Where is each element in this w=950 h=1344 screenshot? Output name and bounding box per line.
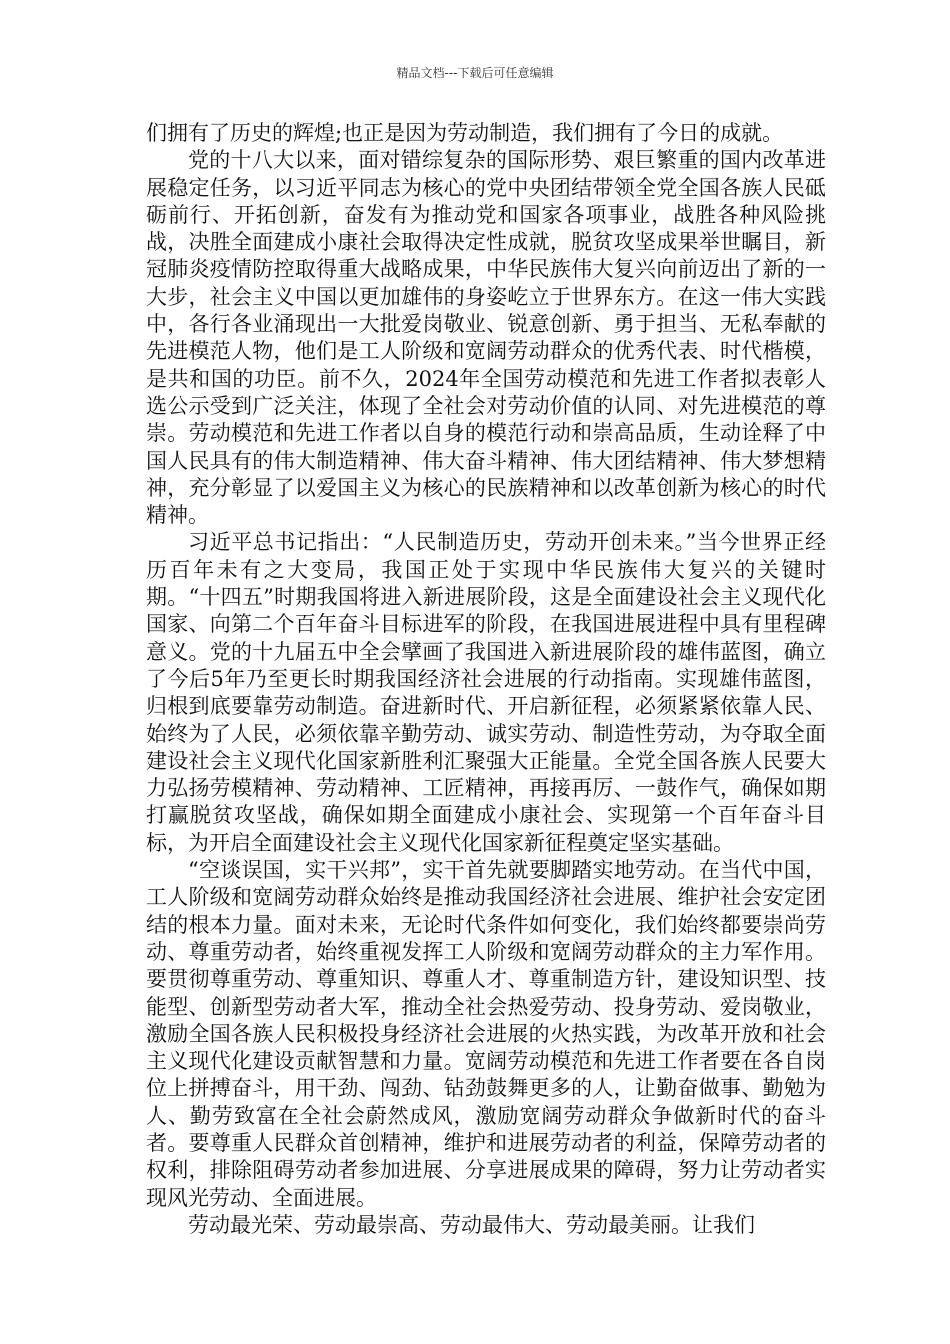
document-body xyxy=(146,120,826,1239)
paragraph-party-congress: 党的十八大以来，面对错综复杂的国际形势、艰巨繁重的国内改革进展稳定任务，以习近平同志为核心的党中央团结带领全党全国各族人民砥砺前行、开拓创新，奋发有为推动党和国家各项事业，战胜各种风险挑战，决胜全面建成小康社会取得决定性成就，脱贫攻坚成果举世瞩目，新冠肺炎疫情防控取得重大战略成果，中华民族伟大复兴向前迈出了新的一大步，社会主义中国以更加雄伟的身姿屹立于世界东方。在这一伟大实践中，各行各业涌现出一大批爱岗敬业、锐意创新、勇于担当、无私奉献的先进模范人物，他们是工人阶级和宽阔劳动群众的优秀代表、时代楷模，是共和国的功臣。前不久，2024年全国劳动模范和先进工作者拟表彰人选公示受到广泛关注，体现了全社会对劳动价值的认同、对先进模范的尊崇。劳动模范和先进工作者以自身的模范行动和崇高品质，生动诠释了中国人民具有的伟大制造精神、伟大奋斗精神、伟大团结精神、伟大梦想精神，充分彰显了以爱国主义为核心的民族精神和以改革创新为核心的时代精神。 xyxy=(146,148,826,528)
page-header: 精品文档---下载后可任意编辑 xyxy=(396,66,554,80)
paragraph-labor-glory: 劳动最光荣、劳动最崇高、劳动最伟大、劳动最美丽。让我们 xyxy=(188,1212,755,1237)
paragraph-hard-work: “空谈误国，实干兴邦”，实干首先就要脚踏实地劳动。在当代中国，工人阶级和宽阔劳动群众始终是推动我国经济社会进展、维护社会安定团结的根本力量。面对未来，无论时代条件如何变化，我们始终都要崇尚劳动、尊重劳动者，始终重视发挥工人阶级和宽阔劳动群众的主力军作用。要贯彻尊重劳动、尊重知识、尊重人才、尊重制造方针，建设知识型、技能型、创新型劳动者大军，推动全社会热爱劳动、投身劳动、爱岗敬业，激励全国各族人民积极投身经济社会进展的火热实践，为改革开放和社会主义现代化建设贡献智慧和力量。宽阔劳动模范和先进工作者要在各自岗位上拼搏奋斗，用干劲、闯劲、钻劲鼓舞更多的人，让勤奋做事、勤勉为人、勤劳致富在全社会蔚然成风，激励宽阔劳动群众争做新时代的奋斗者。要尊重人民群众首创精神，维护和进展劳动者的利益，保障劳动者的权利，排除阻碍劳动者参加进展、分享进展成果的障碍，努力让劳动者实现风光劳动、全面进展。 xyxy=(146,858,826,1210)
paragraph-continuation: 们拥有了历史的辉煌;也正是因为劳动制造，我们拥有了今日的成就。 xyxy=(146,121,784,145)
paragraph-xi-quote: 习近平总书记指出：“人民制造历史，劳动开创未来。”当今世界正经历百年未有之大变局，我国正处于实现中华民族伟大复兴的关键时期。“十四五”时期我国将进入新进展阶段，这是全面建设社会主义现代化国家、向第二个百年奋斗目标进军的阶段，在我国进展进程中具有里程碑意义。党的十九届五中全会擘画了我国进入新进展阶段的雄伟蓝图，确立了今后5年乃至更长时期我国经济社会进展的行动指南。实现雄伟蓝图，归根到底要靠劳动制造。奋进新时代、开启新征程，必须紧紧依靠人民、始终为了人民，必须依靠辛勤劳动、诚实劳动、制造性劳动，为夺取全面建设社会主义现代化国家新胜利汇聚强大正能量。全党全国各族人民要大力弘扬劳模精神、劳动精神、工匠精神，再接再厉、一鼓作气，确保如期打赢脱贫攻坚战，确保如期全面建成小康社会、实现第一个百年奋斗目标，为开启全面建设社会主义现代化国家新征程奠定坚实基础。 xyxy=(146,530,826,855)
